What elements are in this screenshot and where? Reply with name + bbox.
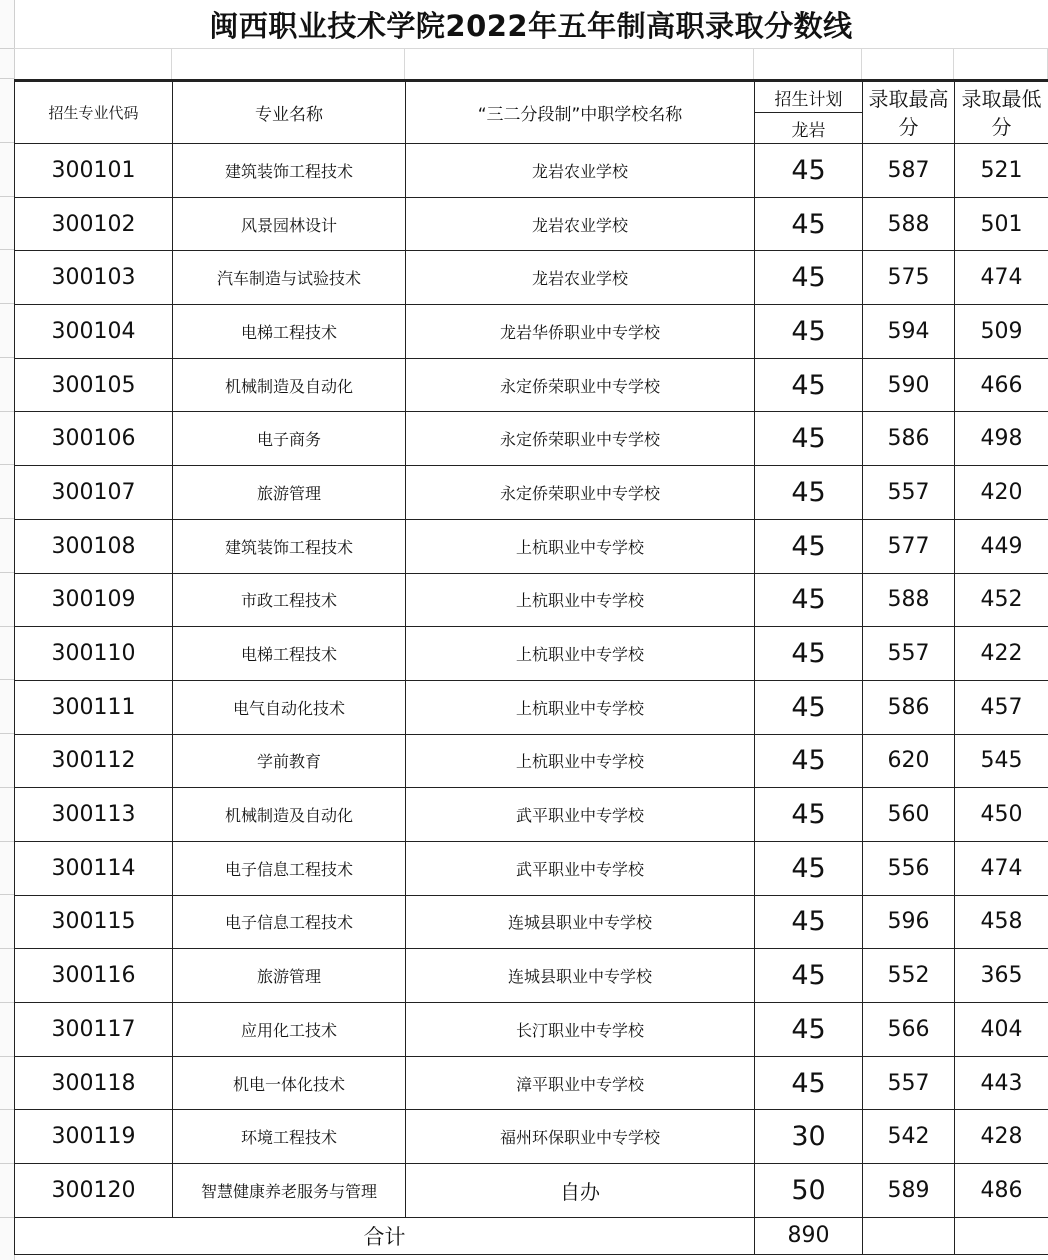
code-cell[interactable]: 300111 bbox=[15, 680, 173, 734]
plan-cell[interactable]: 45 bbox=[755, 680, 863, 734]
total-plan[interactable]: 890 bbox=[755, 1217, 863, 1254]
school-cell[interactable]: 上杭职业中专学校 bbox=[406, 734, 755, 788]
min-score-cell[interactable]: 443 bbox=[955, 1056, 1048, 1110]
max-score-cell[interactable]: 575 bbox=[863, 251, 955, 305]
school-cell[interactable]: 上杭职业中专学校 bbox=[406, 680, 755, 734]
plan-cell[interactable]: 45 bbox=[755, 1056, 863, 1110]
code-cell[interactable]: 300104 bbox=[15, 305, 173, 359]
major-cell[interactable]: 学前教育 bbox=[173, 734, 406, 788]
code-cell[interactable]: 300101 bbox=[15, 144, 173, 198]
min-score-cell[interactable]: 452 bbox=[955, 573, 1048, 627]
code-cell[interactable]: 300106 bbox=[15, 412, 173, 466]
plan-cell[interactable]: 45 bbox=[755, 949, 863, 1003]
code-cell[interactable]: 300118 bbox=[15, 1056, 173, 1110]
max-score-cell[interactable]: 586 bbox=[863, 412, 955, 466]
major-cell[interactable]: 机械制造及自动化 bbox=[173, 788, 406, 842]
code-cell[interactable]: 300102 bbox=[15, 197, 173, 251]
code-cell[interactable]: 300110 bbox=[15, 627, 173, 681]
row-tick bbox=[0, 948, 14, 949]
row-tick bbox=[0, 411, 14, 412]
max-score-cell[interactable]: 620 bbox=[863, 734, 955, 788]
major-cell[interactable]: 旅游管理 bbox=[173, 949, 406, 1003]
plan-cell[interactable]: 50 bbox=[755, 1164, 863, 1218]
table-row bbox=[15, 627, 1048, 681]
row-tick bbox=[0, 303, 14, 304]
blank-cell[interactable] bbox=[754, 49, 862, 79]
row-tick bbox=[0, 464, 14, 465]
table-row bbox=[15, 197, 1048, 251]
empty-cell[interactable] bbox=[955, 1217, 1048, 1254]
code-cell[interactable]: 300120 bbox=[15, 1164, 173, 1218]
plan-cell[interactable]: 45 bbox=[755, 305, 863, 359]
code-cell[interactable]: 300109 bbox=[15, 573, 173, 627]
table-row bbox=[15, 1056, 1048, 1110]
min-score-cell[interactable]: 509 bbox=[955, 305, 1048, 359]
row-tick bbox=[0, 733, 14, 734]
table-row bbox=[15, 680, 1048, 734]
blank-cell[interactable] bbox=[954, 49, 1048, 79]
school-cell[interactable]: 永定侨荣职业中专学校 bbox=[406, 412, 755, 466]
blank-cell[interactable] bbox=[172, 49, 405, 79]
min-score-cell[interactable]: 449 bbox=[955, 519, 1048, 573]
table-row bbox=[15, 519, 1048, 573]
code-cell[interactable]: 300112 bbox=[15, 734, 173, 788]
school-cell[interactable]: 自办 bbox=[406, 1164, 755, 1218]
max-score-cell[interactable]: 588 bbox=[863, 197, 955, 251]
plan-cell[interactable]: 45 bbox=[755, 788, 863, 842]
min-score-cell[interactable]: 428 bbox=[955, 1110, 1048, 1164]
row-tick bbox=[0, 1163, 14, 1164]
major-cell[interactable]: 电气自动化技术 bbox=[173, 680, 406, 734]
plan-cell[interactable]: 45 bbox=[755, 573, 863, 627]
table-row bbox=[15, 734, 1048, 788]
plan-cell[interactable]: 45 bbox=[755, 627, 863, 681]
title-row[interactable] bbox=[14, 0, 1048, 49]
row-tick bbox=[0, 196, 14, 197]
min-score-cell[interactable]: 422 bbox=[955, 627, 1048, 681]
total-label[interactable]: 合计 bbox=[15, 1217, 755, 1254]
min-score-cell[interactable]: 486 bbox=[955, 1164, 1048, 1218]
school-cell[interactable]: 连城县职业中专学校 bbox=[406, 895, 755, 949]
plan-cell[interactable]: 45 bbox=[755, 1003, 863, 1057]
school-cell[interactable]: 漳平职业中专学校 bbox=[406, 1056, 755, 1110]
min-score-cell[interactable]: 501 bbox=[955, 197, 1048, 251]
code-cell[interactable]: 300108 bbox=[15, 519, 173, 573]
table-row bbox=[15, 788, 1048, 842]
code-cell[interactable]: 300105 bbox=[15, 358, 173, 412]
plan-cell[interactable]: 45 bbox=[755, 251, 863, 305]
major-cell[interactable]: 电子信息工程技术 bbox=[173, 841, 406, 895]
max-score-cell[interactable]: 557 bbox=[863, 1056, 955, 1110]
table-row bbox=[15, 1110, 1048, 1164]
max-score-cell[interactable]: 542 bbox=[863, 1110, 955, 1164]
page-title: 闽西职业技术学院2022年五年制高职录取分数线 bbox=[209, 8, 853, 43]
major-cell[interactable]: 建筑装饰工程技术 bbox=[173, 144, 406, 198]
code-cell[interactable]: 300117 bbox=[15, 1003, 173, 1057]
max-score-cell[interactable]: 577 bbox=[863, 519, 955, 573]
row-tick bbox=[0, 894, 14, 895]
school-cell[interactable]: 武平职业中专学校 bbox=[406, 788, 755, 842]
header-plan[interactable]: 招生计划 bbox=[755, 82, 863, 113]
plan-cell[interactable]: 45 bbox=[755, 412, 863, 466]
max-score-cell[interactable]: 566 bbox=[863, 1003, 955, 1057]
table-row bbox=[15, 1164, 1048, 1218]
major-cell[interactable]: 机械制造及自动化 bbox=[173, 358, 406, 412]
max-score-cell[interactable]: 557 bbox=[863, 466, 955, 520]
blank-cell[interactable] bbox=[405, 49, 754, 79]
school-cell[interactable]: 福州环保职业中专学校 bbox=[406, 1110, 755, 1164]
header-major[interactable]: 专业名称 bbox=[173, 82, 406, 144]
row-tick bbox=[0, 626, 14, 627]
table-row bbox=[15, 412, 1048, 466]
table-row bbox=[15, 305, 1048, 359]
header-row bbox=[15, 82, 1048, 113]
table-row bbox=[15, 573, 1048, 627]
school-cell[interactable]: 上杭职业中专学校 bbox=[406, 573, 755, 627]
blank-cell[interactable] bbox=[14, 49, 172, 79]
school-cell[interactable]: 龙岩农业学校 bbox=[406, 144, 755, 198]
min-score-cell[interactable]: 466 bbox=[955, 358, 1048, 412]
header-min-score[interactable]: 录取最低分 bbox=[955, 82, 1048, 144]
table-row bbox=[15, 1003, 1048, 1057]
code-cell[interactable]: 300113 bbox=[15, 788, 173, 842]
max-score-cell[interactable]: 557 bbox=[863, 627, 955, 681]
max-score-cell[interactable]: 590 bbox=[863, 358, 955, 412]
major-cell[interactable]: 风景园林设计 bbox=[173, 197, 406, 251]
major-cell[interactable]: 汽车制造与试验技术 bbox=[173, 251, 406, 305]
total-row bbox=[15, 1217, 1048, 1254]
row-tick bbox=[0, 142, 14, 143]
admission-table bbox=[14, 81, 1048, 1255]
plan-cell[interactable]: 45 bbox=[755, 841, 863, 895]
major-cell[interactable]: 市政工程技术 bbox=[173, 573, 406, 627]
plan-cell[interactable]: 45 bbox=[755, 144, 863, 198]
plan-cell[interactable]: 45 bbox=[755, 734, 863, 788]
max-score-cell[interactable]: 556 bbox=[863, 841, 955, 895]
spreadsheet bbox=[14, 0, 1048, 1255]
table-row bbox=[15, 251, 1048, 305]
major-cell[interactable]: 机电一体化技术 bbox=[173, 1056, 406, 1110]
row-tick bbox=[0, 572, 14, 573]
plan-cell[interactable]: 45 bbox=[755, 197, 863, 251]
table-row bbox=[15, 895, 1048, 949]
max-score-cell[interactable]: 552 bbox=[863, 949, 955, 1003]
min-score-cell[interactable]: 545 bbox=[955, 734, 1048, 788]
school-cell[interactable]: 龙岩农业学校 bbox=[406, 251, 755, 305]
row-tick bbox=[0, 1002, 14, 1003]
min-score-cell[interactable]: 474 bbox=[955, 841, 1048, 895]
row-tick bbox=[0, 1217, 14, 1218]
table-row bbox=[15, 144, 1048, 198]
header-code[interactable]: 招生专业代码 bbox=[15, 82, 173, 144]
min-score-cell[interactable]: 521 bbox=[955, 144, 1048, 198]
plan-cell[interactable]: 30 bbox=[755, 1110, 863, 1164]
plan-cell[interactable]: 45 bbox=[755, 466, 863, 520]
row-tick bbox=[0, 78, 14, 79]
table-row bbox=[15, 949, 1048, 1003]
plan-cell[interactable]: 45 bbox=[755, 895, 863, 949]
table-row bbox=[15, 466, 1048, 520]
min-score-cell[interactable]: 498 bbox=[955, 412, 1048, 466]
major-cell[interactable]: 环境工程技术 bbox=[173, 1110, 406, 1164]
major-cell[interactable]: 电子商务 bbox=[173, 412, 406, 466]
min-score-cell[interactable]: 458 bbox=[955, 895, 1048, 949]
header-max-score[interactable]: 录取最高分 bbox=[863, 82, 955, 144]
major-cell[interactable]: 电梯工程技术 bbox=[173, 305, 406, 359]
max-score-cell[interactable]: 560 bbox=[863, 788, 955, 842]
row-tick bbox=[0, 841, 14, 842]
row-tick bbox=[0, 787, 14, 788]
code-cell[interactable]: 300107 bbox=[15, 466, 173, 520]
table-row bbox=[15, 841, 1048, 895]
school-cell[interactable]: 连城县职业中专学校 bbox=[406, 949, 755, 1003]
code-cell[interactable]: 300114 bbox=[15, 841, 173, 895]
row-tick bbox=[0, 357, 14, 358]
blank-row[interactable] bbox=[14, 49, 1048, 81]
row-tick bbox=[0, 679, 14, 680]
major-cell[interactable]: 电梯工程技术 bbox=[173, 627, 406, 681]
header-plan-region[interactable]: 龙岩 bbox=[755, 113, 863, 144]
plan-cell[interactable]: 45 bbox=[755, 358, 863, 412]
school-cell[interactable]: 武平职业中专学校 bbox=[406, 841, 755, 895]
school-cell[interactable]: 龙岩农业学校 bbox=[406, 197, 755, 251]
max-score-cell[interactable]: 594 bbox=[863, 305, 955, 359]
code-cell[interactable]: 300115 bbox=[15, 895, 173, 949]
min-score-cell[interactable]: 450 bbox=[955, 788, 1048, 842]
min-score-cell[interactable]: 420 bbox=[955, 466, 1048, 520]
min-score-cell[interactable]: 365 bbox=[955, 949, 1048, 1003]
code-cell[interactable]: 300119 bbox=[15, 1110, 173, 1164]
header-school[interactable]: “三二分段制”中职学校名称 bbox=[406, 82, 755, 144]
plan-cell[interactable]: 45 bbox=[755, 519, 863, 573]
row-tick bbox=[0, 1056, 14, 1057]
max-score-cell[interactable]: 588 bbox=[863, 573, 955, 627]
max-score-cell[interactable]: 586 bbox=[863, 680, 955, 734]
min-score-cell[interactable]: 474 bbox=[955, 251, 1048, 305]
row-header-strip bbox=[0, 0, 15, 1260]
row-tick bbox=[0, 518, 14, 519]
school-cell[interactable]: 龙岩华侨职业中专学校 bbox=[406, 305, 755, 359]
min-score-cell[interactable]: 404 bbox=[955, 1003, 1048, 1057]
blank-cell[interactable] bbox=[862, 49, 954, 79]
school-cell[interactable]: 上杭职业中专学校 bbox=[406, 627, 755, 681]
major-cell[interactable]: 电子信息工程技术 bbox=[173, 895, 406, 949]
max-score-cell[interactable]: 589 bbox=[863, 1164, 955, 1218]
school-cell[interactable]: 永定侨荣职业中专学校 bbox=[406, 358, 755, 412]
school-cell[interactable]: 永定侨荣职业中专学校 bbox=[406, 466, 755, 520]
code-cell[interactable]: 300103 bbox=[15, 251, 173, 305]
school-cell[interactable]: 上杭职业中专学校 bbox=[406, 519, 755, 573]
major-cell[interactable]: 应用化工技术 bbox=[173, 1003, 406, 1057]
major-cell[interactable]: 旅游管理 bbox=[173, 466, 406, 520]
row-tick bbox=[0, 1109, 14, 1110]
row-tick bbox=[0, 48, 14, 49]
major-cell[interactable]: 智慧健康养老服务与管理 bbox=[173, 1164, 406, 1218]
row-tick bbox=[0, 249, 14, 250]
min-score-cell[interactable]: 457 bbox=[955, 680, 1048, 734]
code-cell[interactable]: 300116 bbox=[15, 949, 173, 1003]
school-cell[interactable]: 长汀职业中专学校 bbox=[406, 1003, 755, 1057]
max-score-cell[interactable]: 587 bbox=[863, 144, 955, 198]
major-cell[interactable]: 建筑装饰工程技术 bbox=[173, 519, 406, 573]
table-row bbox=[15, 358, 1048, 412]
empty-cell[interactable] bbox=[863, 1217, 955, 1254]
max-score-cell[interactable]: 596 bbox=[863, 895, 955, 949]
